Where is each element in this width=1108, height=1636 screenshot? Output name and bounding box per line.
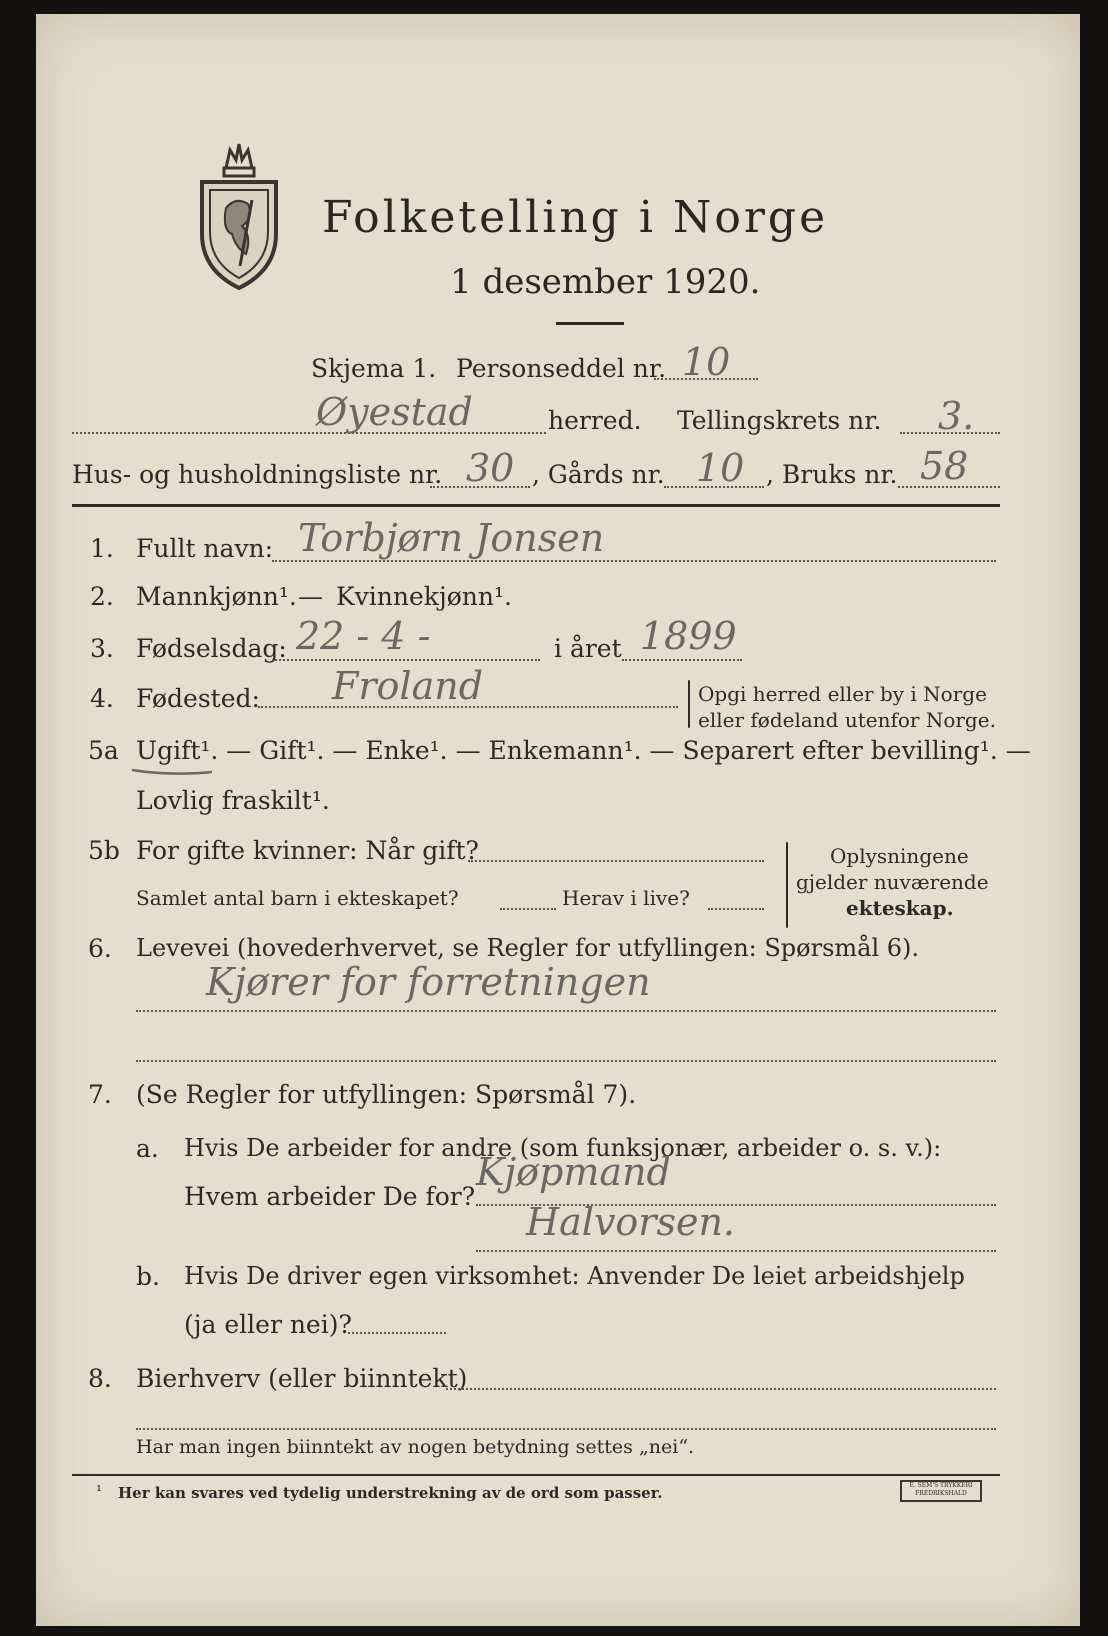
marital-status-fraskilt: Lovlig fraskilt¹. bbox=[136, 786, 330, 815]
children-alive-label: Herav i live? bbox=[562, 886, 690, 910]
gender-separator: — bbox=[298, 582, 323, 611]
q5a-number: 5a bbox=[88, 736, 119, 765]
footer-separator bbox=[72, 1474, 1000, 1476]
q5b-number: 5b bbox=[88, 836, 120, 865]
side-income-label: Bierhverv (eller biinntekt) bbox=[136, 1364, 468, 1393]
marriage-note-line1: Oplysningene bbox=[830, 844, 969, 868]
personseddel-value: 10 bbox=[682, 340, 731, 384]
husholdningsliste-label: Hus- og husholdningsliste nr. bbox=[72, 460, 443, 489]
children-total-label: Samlet antal barn i ekteskapet? bbox=[136, 886, 459, 910]
form-title: Folketelling i Norge bbox=[322, 192, 829, 243]
full-name-value: Torbjørn Jonsen bbox=[298, 516, 605, 560]
hired-help-label: (ja eller nei)? bbox=[184, 1310, 352, 1339]
ugift-underline bbox=[130, 764, 214, 778]
q6-number: 6. bbox=[88, 934, 112, 963]
employer-value-line2: Halvorsen. bbox=[526, 1200, 735, 1244]
marriage-note-line3: ekteskap. bbox=[846, 896, 954, 920]
husholdningsliste-value: 30 bbox=[466, 446, 515, 490]
married-women-label: For gifte kvinner: Når gift? bbox=[136, 836, 479, 865]
birth-year-value: 1899 bbox=[640, 614, 737, 658]
tellingskrets-label: Tellingskrets nr. bbox=[677, 406, 882, 435]
census-form bbox=[36, 14, 1080, 1626]
gards-value: 10 bbox=[696, 446, 745, 490]
occupation-value: Kjører for forretningen bbox=[206, 960, 651, 1004]
q7b-letter: b. bbox=[136, 1262, 160, 1291]
tellingskrets-value: 3. bbox=[938, 394, 975, 438]
occupation-label: Levevei (hovederhvervet, se Regler for utfyllingen: Spørsmål 6). bbox=[136, 934, 920, 962]
q3-label: Fødselsdag: bbox=[136, 634, 287, 663]
q1-number: 1. bbox=[90, 534, 114, 563]
printer-stamp: E. SEM'S TRYKKERI FREDRIKSHALD bbox=[900, 1480, 982, 1502]
marriage-note-line2: gjelder nuværende bbox=[796, 870, 989, 894]
q7-label: (Se Regler for utfyllingen: Spørsmål 7). bbox=[136, 1080, 637, 1109]
q4-label: Fødested: bbox=[136, 684, 260, 713]
gards-label: , Gårds nr. bbox=[532, 460, 665, 489]
marital-status-options: Ugift¹. — Gift¹. — Enke¹. — Enkemann¹. — Separert efter bevilling¹. — bbox=[136, 736, 1031, 765]
title-divider bbox=[556, 322, 624, 325]
bruks-value: 58 bbox=[920, 444, 969, 488]
gender-male: Mannkjønn¹. bbox=[136, 582, 297, 611]
q7a-question: Hvis De arbeider for andre (som funksjonær, arbeider o. s. v.): bbox=[184, 1134, 942, 1162]
bruks-label: , Bruks nr. bbox=[766, 460, 898, 489]
q4-number: 4. bbox=[90, 684, 114, 713]
q1-label: Fullt navn: bbox=[136, 534, 274, 563]
birth-year-label: i året bbox=[554, 634, 622, 663]
herred-value: Øyestad bbox=[316, 390, 473, 434]
q7b-question: Hvis De driver egen virksomhet: Anvender De leiet arbeidshjelp bbox=[184, 1262, 965, 1290]
q8-number: 8. bbox=[88, 1364, 112, 1393]
q7-number: 7. bbox=[88, 1080, 112, 1109]
footnote-text: Her kan svares ved tydelig understrekning av de ord som passer. bbox=[118, 1484, 663, 1502]
coat-of-arms-icon bbox=[196, 138, 282, 290]
birthplace-value: Froland bbox=[332, 664, 484, 708]
q2-number: 2. bbox=[90, 582, 114, 611]
header-separator bbox=[72, 504, 1000, 507]
side-income-note: Har man ingen biinntekt av nogen betydning settes „nei“. bbox=[136, 1436, 695, 1458]
q3-number: 3. bbox=[90, 634, 114, 663]
birthplace-note-line1: Opgi herred eller by i Norge bbox=[698, 682, 987, 706]
personseddel-label: Personseddel nr. bbox=[456, 354, 667, 383]
q7a-letter: a. bbox=[136, 1134, 159, 1163]
employer-label: Hvem arbeider De for? bbox=[184, 1182, 476, 1211]
birthdate-value: 22 - 4 - bbox=[296, 614, 431, 658]
footnote-marker: ¹ bbox=[96, 1482, 103, 1500]
gender-female: Kvinnekjønn¹. bbox=[336, 582, 512, 611]
birthplace-note-line2: eller fødeland utenfor Norge. bbox=[698, 708, 996, 732]
schema-label: Skjema 1. bbox=[311, 354, 437, 383]
herred-label: herred. bbox=[548, 406, 642, 435]
census-date: 1 desember 1920. bbox=[450, 262, 761, 302]
employer-value-line1: Kjøpmand bbox=[476, 1150, 671, 1194]
